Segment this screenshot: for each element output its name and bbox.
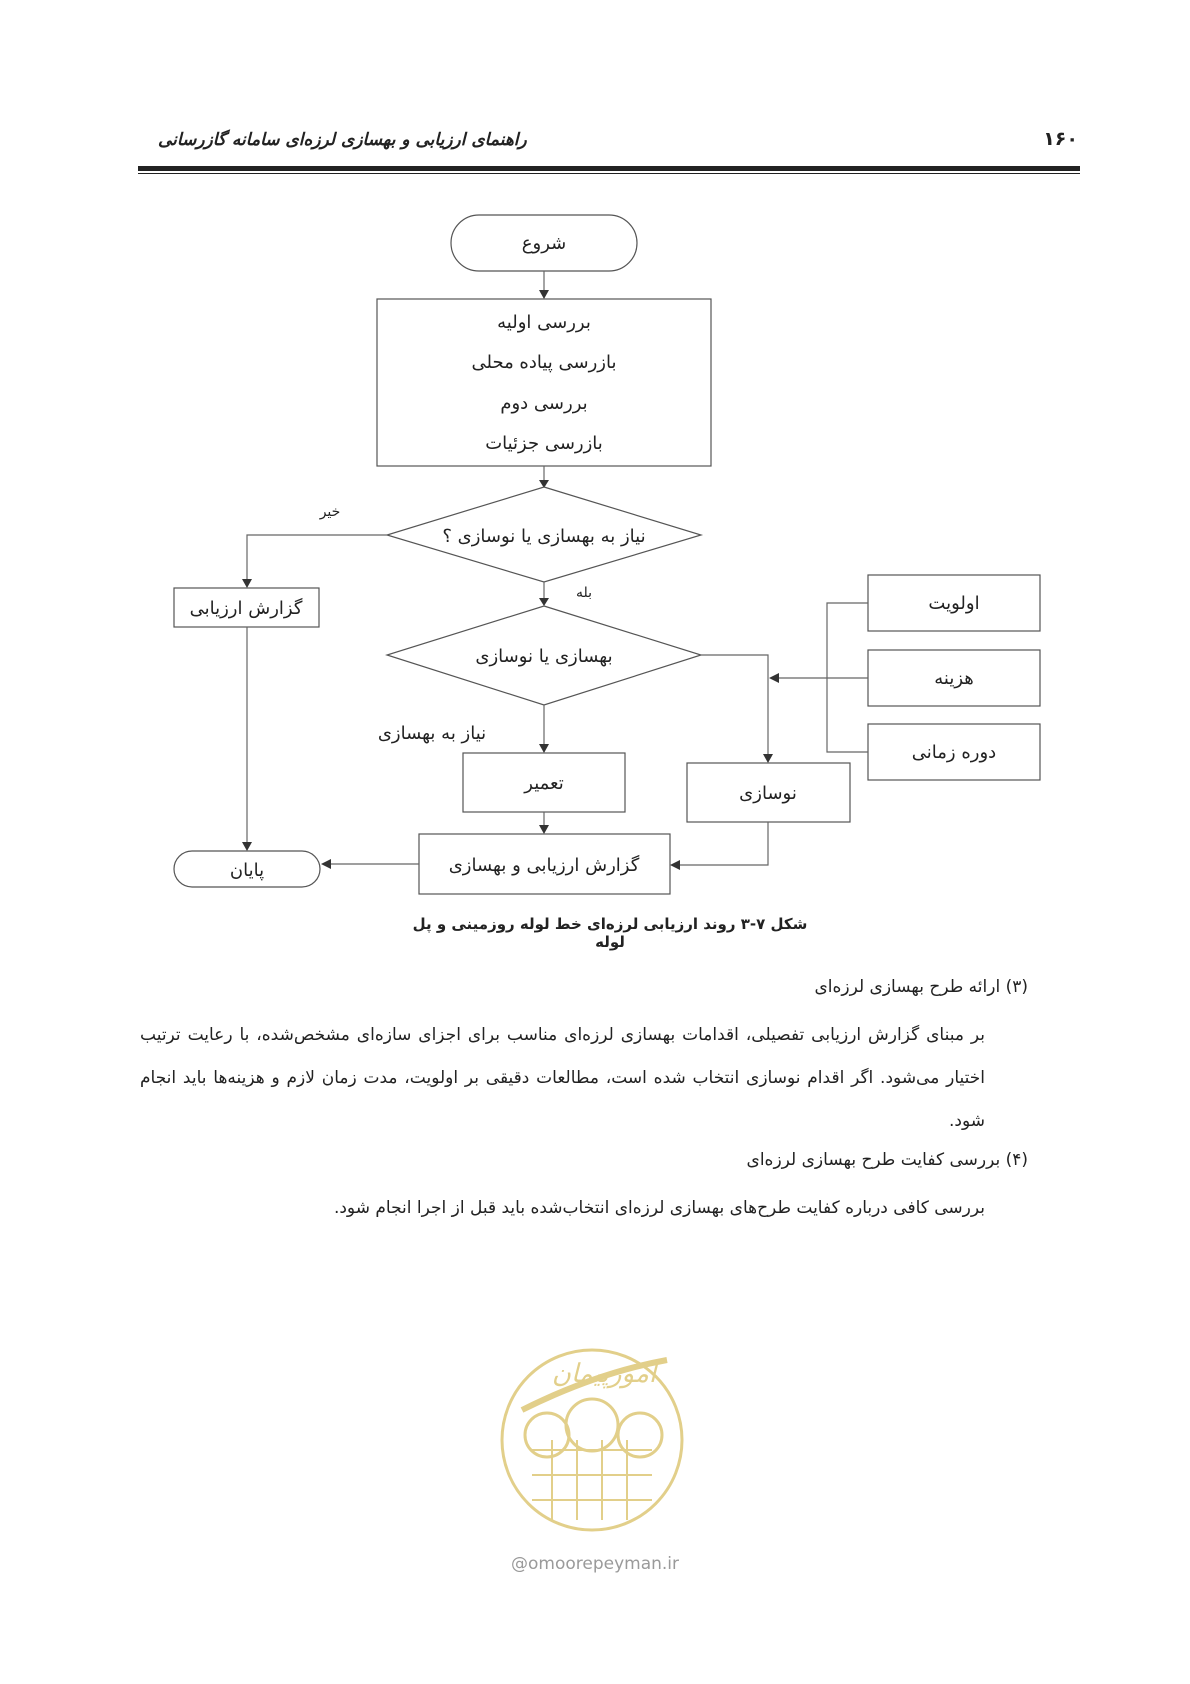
label-yes: بله — [575, 585, 593, 601]
arrow-renewal-to-final — [670, 860, 680, 870]
figure-caption: شکل ۷-۳ روند ارزیابی لرزه‌ای خط لوله روزمینی و پل لوله — [412, 915, 808, 951]
arrow-start-to-review — [539, 290, 549, 299]
label-no: خیر — [319, 504, 341, 520]
assessment-report-label: گزارش ارزیابی — [189, 598, 303, 619]
review-line-4: بازرسی جزئیات — [485, 433, 603, 454]
arrow-no-to-report — [242, 579, 252, 588]
label-need-retrofit: نیاز به بهسازی — [377, 723, 487, 744]
arrow-factors-to-renewal-line — [769, 673, 779, 683]
page-number: ۱۶۰ — [1043, 128, 1078, 150]
arrow-report-to-end — [242, 842, 252, 851]
end-label: پایان — [229, 860, 265, 881]
watermark-url: @omoorepeyman.ir — [510, 1554, 680, 1574]
section-4-heading: (۴) بررسی کفایت طرح بهسازی لرزه‌ای — [746, 1150, 1028, 1170]
section-3-paragraph: بر مبنای گزارش ارزیابی تفصیلی، اقدامات بهسازی لرزه‌ای مناسب برای اجزای سازه‌ای مشخص‌شده، با رعایت ترتیب اختیار می‌شود. اگر اقدام نوسازی انتخاب شده است، مطالعات دقیقی بر اولویت، مدت زمان لازم و هزینه‌ها باید انجام شود. — [140, 1025, 985, 1131]
final-report-label: گزارش ارزیابی و بهسازی — [448, 855, 640, 876]
cost-label: هزینه — [934, 668, 974, 689]
arrow-final-to-end — [321, 859, 331, 869]
running-header-title: راهنمای ارزیابی و بهسازی لرزه‌ای سامانه گازرسانی — [158, 130, 527, 150]
section-3-heading: (۳) ارائه طرح بهسازی لرزه‌ای — [814, 977, 1028, 997]
review-line-1: بررسی اولیه — [497, 312, 591, 333]
decision2-label: بهسازی یا نوسازی — [475, 646, 613, 667]
arrow-to-repair — [539, 744, 549, 753]
arrow-repair-to-final — [539, 825, 549, 834]
priority-label: اولویت — [928, 593, 980, 614]
review-line-3: بررسی دوم — [500, 393, 588, 414]
renewal-label: نوسازی — [739, 783, 797, 804]
arrow-yes-to-decision2 — [539, 598, 549, 606]
repair-label: تعمیر — [524, 773, 564, 794]
time-period-label: دوره زمانی — [911, 742, 997, 763]
logo-lettering: امورپیمان — [551, 1359, 657, 1389]
decision1-label: نیاز به بهسازی یا نوسازی ؟ — [442, 526, 646, 547]
start-label: شروع — [521, 233, 567, 254]
omoorepeyman-logo-watermark — [492, 1330, 692, 1570]
review-line-2: بازرسی پیاده محلی — [471, 352, 617, 373]
section-4-paragraph: بررسی کافی درباره کفایت طرح‌های بهسازی لرزه‌ای انتخاب‌شده باید قبل از اجرا انجام شود. — [333, 1198, 985, 1218]
arrow-to-renewal — [763, 754, 773, 763]
